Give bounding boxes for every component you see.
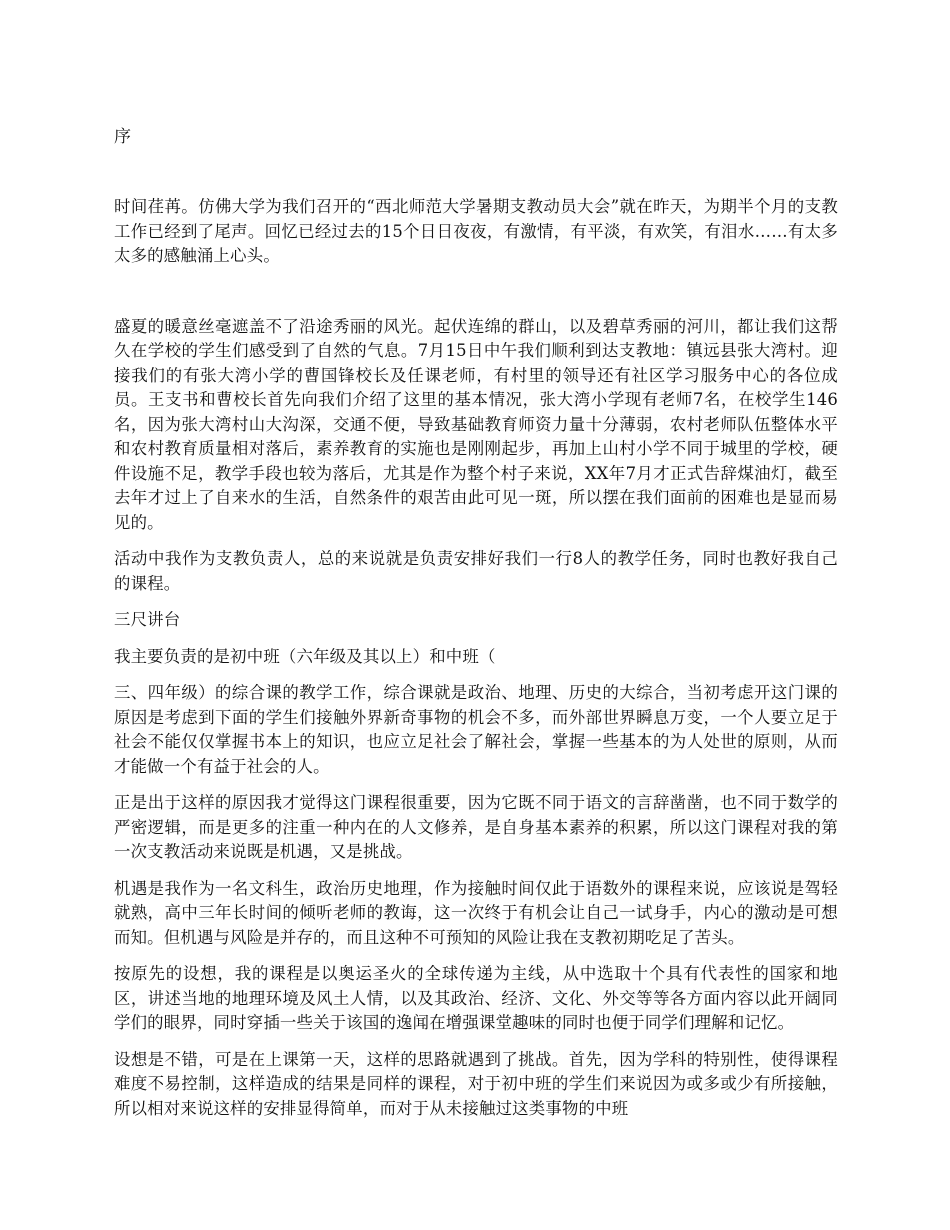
- paragraph-course-purpose: 三、四年级）的综合课的教学工作，综合课就是政治、地理、历史的大综合，当初考虑开这门课的原因是考虑到下面的学生们接触外界新奇事物的机会不多，而外部世界瞬息万变，一个人要立足于社会不能仅仅掌握书本上的知识，也应立足社会了解社会，掌握一些基本的为人处世的原则，从而才能做一个有益于社会的人。: [114, 683, 838, 776]
- section-heading-podium: 三尺讲台: [114, 610, 181, 629]
- spacer: [114, 281, 838, 315]
- document-title: 序: [114, 127, 131, 147]
- paragraph-role: 活动中我作为支教负责人，总的来说就是负责安排好我们一行8人的教学任务，同时也教好我自己的课程。: [114, 549, 838, 593]
- paragraph-plan: 按原先的设想，我的课程是以奥运圣火的全球传递为主线，从中选取十个具有代表性的国家和地区，讲述当地的地理环境及风土人情，以及其政治、经济、文化、外交等等各方面内容以此开阔同学们的眼界，同时穿插一些关于该国的逸闻在增强课堂趣味的同时也便于同学们理解和记忆。: [114, 964, 838, 1032]
- document-page: [114, 125, 838, 1133]
- paragraph-arrival: 盛夏的暖意丝毫遮盖不了沿途秀丽的风光。起伏连绵的群山，以及碧草秀丽的河川，都让我们这帮久在学校的学生们感受到了自然的气息。7月15日中午我们顺利到达支教地：镇远县张大湾村。迎接我们的有张大湾小学的曹国锋校长及任课老师，有村里的领导还有社区学习服务中心的各位成员。王支书和曹校长首先向我们介绍了这里的基本情况，张大湾小学现有老师7名，在校学生146名，因为张大湾村山大沟深，交通不便，导致基础教育师资力量十分薄弱，农村老师队伍整体水平和农村教育质量相对落后，素养教育的实施也是刚刚起步，再加上山村小学不同于城里的学校，硬件设施不足，教学手段也较为落后，尤其是作为整个村子来说，XX年7月才正式告辞煤油灯，截至去年才过上了自来水的生活，自然条件的艰苦由此可见一斑，所以摆在我们面前的困难也是显而易见的。: [114, 316, 838, 532]
- paragraph-importance: 正是出于这样的原因我才觉得这门课程很重要，因为它既不同于语文的言辞凿凿，也不同于数学的严密逻辑，而是更多的注重一种内在的人文修养，是自身基本素养的积累，所以这门课程对我的第一次支教活动来说既是机遇，又是挑战。: [114, 793, 838, 861]
- paragraph-challenge: 设想是不错，可是在上课第一天，这样的思路就遇到了挑战。首先，因为学科的特别性，使得课程难度不易控制，这样造成的结果是同样的课程，对于初中班的学生们来说因为或多或少有所接触，所以相对来说这样的安排显得简单，而对于从未接触过这类事物的中班: [114, 1049, 838, 1118]
- spacer: [114, 149, 838, 195]
- paragraph-intro: 时间荏苒。仿佛大学为我们召开的“西北师范大学暑期支教动员大会”就在昨天，为期半个月的支教工作已经到了尾声。回忆已经过去的15个日日夜夜，有激情，有平淡，有欢笑，有泪水……有太多太多的感触涌上心头。: [114, 197, 838, 265]
- paragraph-classes: 我主要负责的是初中班（六年级及其以上）和中班（: [114, 646, 496, 666]
- paragraph-opportunity: 机遇是我作为一名文科生，政治历史地理，作为接触时间仅此于语数外的课程来说，应该说是驾轻就熟，高中三年长时间的倾听老师的教诲，这一次终于有机会让自己一试身手，内心的激动是可想而知。但机遇与风险是并存的，而且这种不可预知的风险让我在支教初期吃足了苦头。: [114, 878, 838, 947]
